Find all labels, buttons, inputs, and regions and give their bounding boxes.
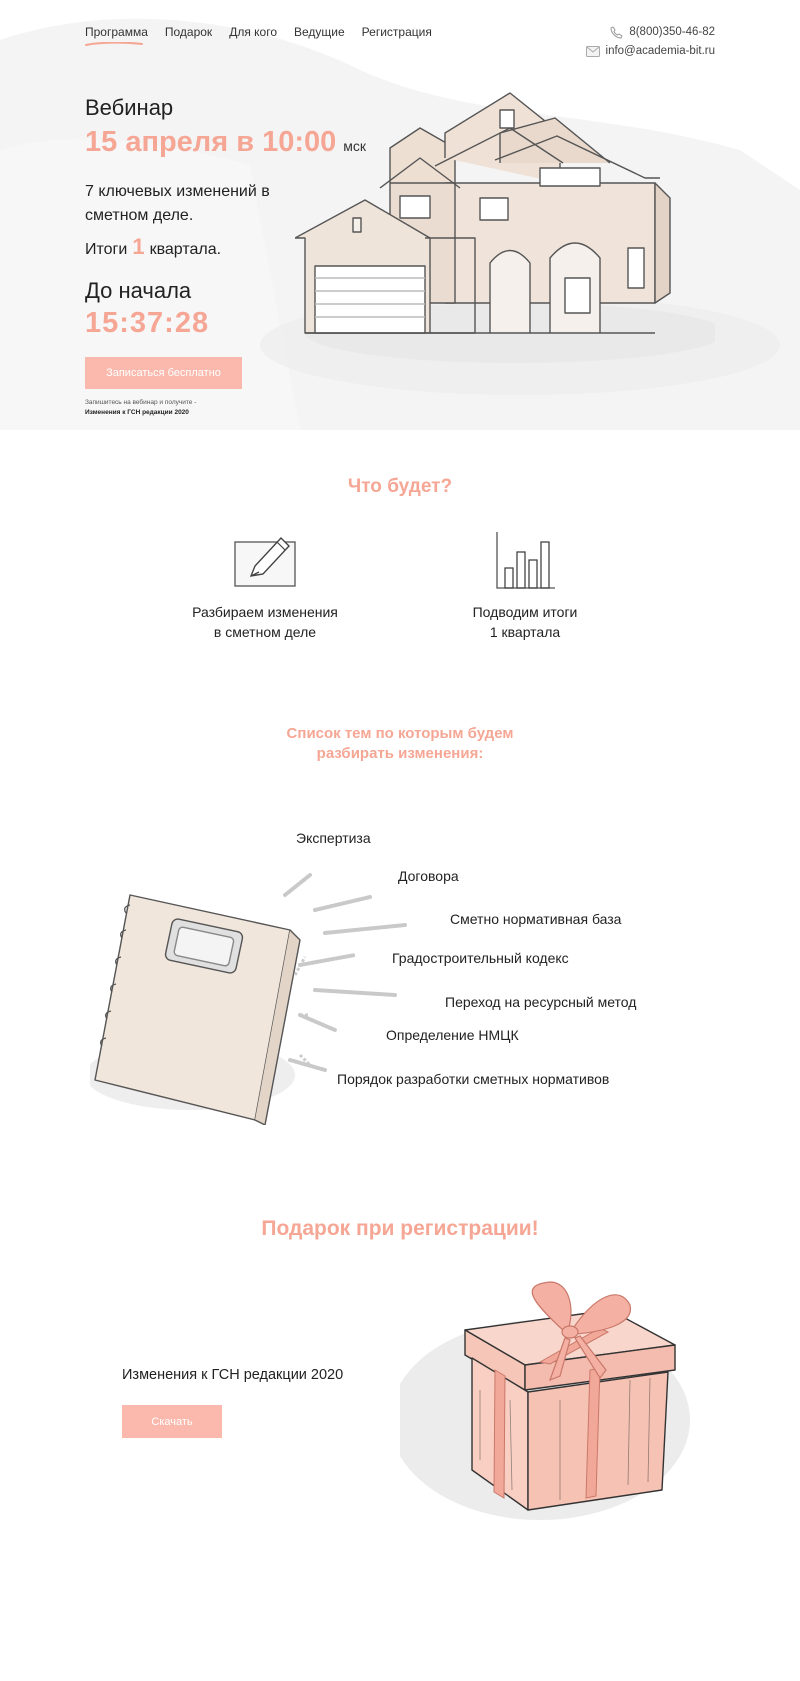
feature-changes xyxy=(165,528,365,642)
nav-item-gift[interactable] xyxy=(165,25,212,39)
nav-item-label: Ведущие xyxy=(294,25,345,39)
webinar-label: Вебинар xyxy=(85,95,174,120)
nav-item-label: Для кого xyxy=(229,25,277,39)
bar-chart-icon xyxy=(489,528,561,592)
feature-line: в сметном деле xyxy=(213,624,317,640)
topic-item: Договора xyxy=(398,868,459,884)
mail-icon xyxy=(586,46,600,57)
hero-totals xyxy=(85,234,221,260)
countdown-label: До начала xyxy=(85,278,192,303)
signup-button[interactable]: Записаться бесплатно xyxy=(85,357,242,389)
house-illustration xyxy=(295,88,715,368)
totals-number: 1 xyxy=(132,234,145,259)
topic-item: Градостроительный кодекс xyxy=(392,950,569,966)
phone-icon xyxy=(610,26,623,39)
topic-item: Экспертиза xyxy=(296,830,371,846)
nav-item-registration[interactable] xyxy=(362,25,432,39)
nav-item-program[interactable] xyxy=(85,25,148,39)
topic-item: Сметно нормативная база xyxy=(450,911,622,927)
totals-suffix: квартала. xyxy=(149,241,222,258)
nav-item-label: Программа xyxy=(85,25,148,39)
email-address: info@academia-bit.ru xyxy=(605,45,715,57)
topic-connector-strokes xyxy=(255,855,435,1085)
topics-title-line: разбирать изменения: xyxy=(316,745,484,762)
feature-totals xyxy=(425,528,625,642)
phone-link[interactable] xyxy=(586,25,715,39)
gift-description: Изменения к ГСН редакции 2020 xyxy=(122,1367,344,1383)
what-section-title: Что будет? xyxy=(347,476,453,497)
nav-item-label: Подарок xyxy=(164,25,213,39)
topic-item: Определение НМЦК xyxy=(386,1027,519,1043)
signup-note xyxy=(85,398,255,418)
totals-prefix: Итоги xyxy=(85,241,128,258)
hero-description: 7 ключевых изменений в сметном деле. xyxy=(85,183,270,224)
feature-line: 1 квартала xyxy=(489,624,561,640)
main-nav xyxy=(85,25,432,39)
nav-item-audience[interactable] xyxy=(229,25,277,39)
topic-item: Порядок разработки сметных нормативов xyxy=(337,1071,610,1087)
topic-item: Переход на ресурсный метод xyxy=(445,994,637,1010)
nav-active-underline xyxy=(85,42,143,46)
feature-line: Подводим итоги xyxy=(472,604,578,620)
phone-number: 8(800)350-46-82 xyxy=(629,26,715,38)
nav-item-hosts[interactable] xyxy=(294,25,345,39)
header-contacts xyxy=(586,25,715,63)
gift-section-title: Подарок при регистрации! xyxy=(261,1217,539,1240)
webinar-date: 15 апреля в 10:00 xyxy=(85,126,337,158)
signup-note-line: Запишитесь на вебинар и получите - xyxy=(85,399,197,406)
gift-box-illustration xyxy=(400,1270,700,1530)
topics-section-title xyxy=(0,724,800,764)
pencil-icon xyxy=(229,528,301,592)
download-button[interactable]: Скачать xyxy=(122,1405,222,1438)
feature-line: Разбираем изменения xyxy=(192,604,338,620)
topics-title-line: Список тем по которым будем xyxy=(286,725,514,742)
nav-item-label: Регистрация xyxy=(361,25,432,39)
countdown-timer: 15:37:28 xyxy=(85,307,210,339)
webinar-timezone: мск xyxy=(343,138,367,154)
signup-note-bonus: Изменения к ГСН редакции 2020 xyxy=(85,409,189,416)
email-link[interactable] xyxy=(586,44,715,58)
